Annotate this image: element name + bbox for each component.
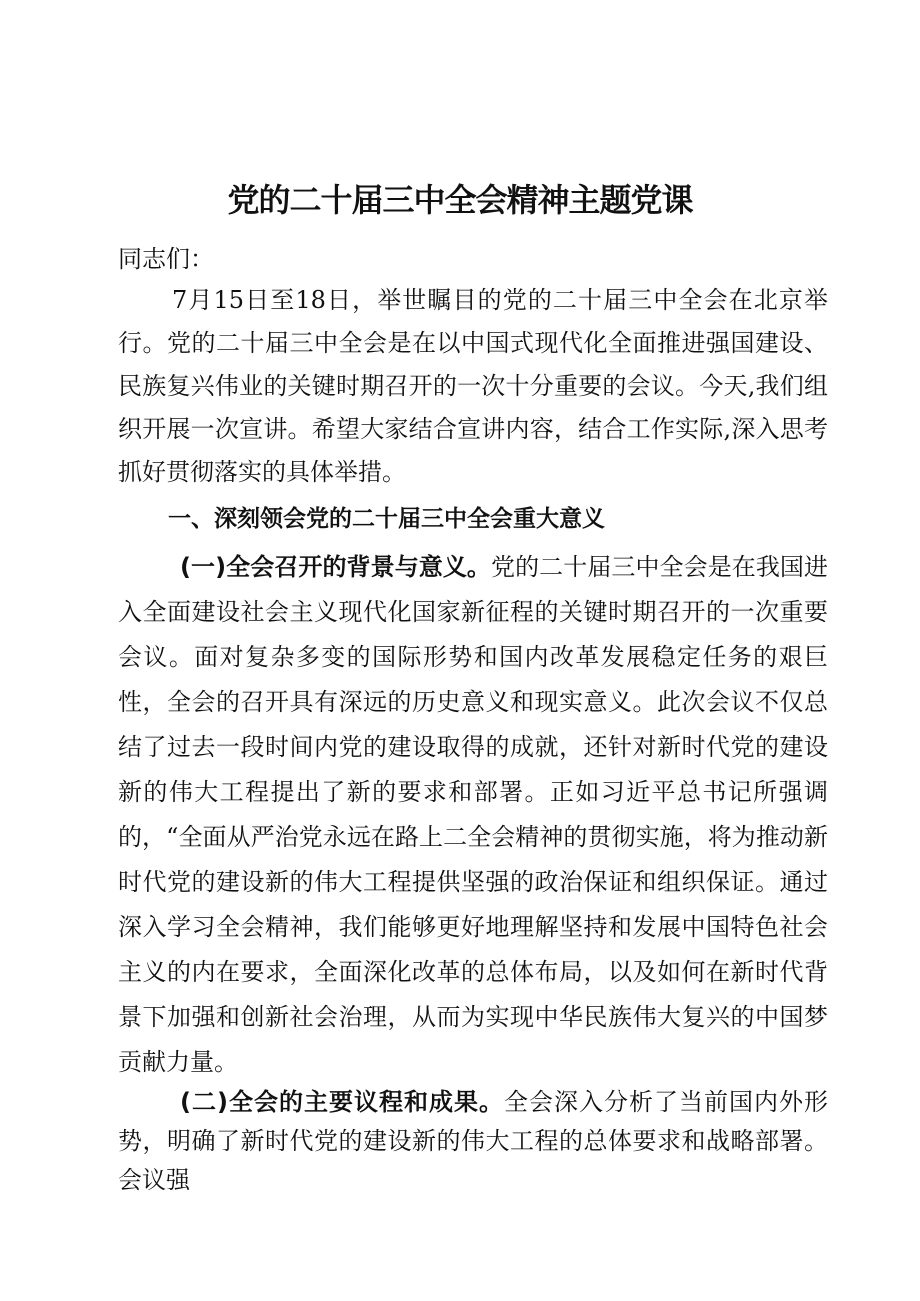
subsection-2-text: 全会深入分析了当前国内外形势，明确了新时代党的建设新的伟大工程的总体要求和战略部署。会议强 — [118, 1088, 829, 1194]
subsection-2-paragraph — [118, 1083, 828, 1200]
document-title: 党的二十届三中全会精神主题党课 — [227, 181, 693, 219]
subsection-2-heading: (二)全会的主要议程和成果。 — [180, 1088, 504, 1116]
intro-paragraph: 7月15日至18日，举世瞩目的党的二十届三中全会在北京举行。党的二十届三中全会是在以中国式现代化全面推进强国建设、民族复兴伟业的关键时期召开的一次十分重要的会议。今天,我们组织开展一次宣讲。希望大家结合宣讲内容，结合工作实际,深入思考抓好贯彻落实的具体举措。 — [118, 286, 828, 486]
subsection-1-heading: (一)全会召开的背景与意义。 — [180, 553, 492, 581]
greeting: 同志们： — [118, 245, 214, 273]
subsection-1-text: 党的二十届三中全会是在我国进入全面建设社会主义现代化国家新征程的关键时期召开的一次重要会议。面对复杂多变的国际形势和国内改革发展稳定任务的艰巨性，全会的召开具有深远的历史意义和现实意义。此次会议不仅总结了过去一段时间内党的建设取得的成就，还针对新时代党的建设新的伟大工程提出了新的要求和部署。正如习近平总书记所强调的，“全面从严治党永远在路上二全会精神的贯彻实施，将为推动新时代党的建设新的伟大工程提供坚强的政治保证和组织保证。通过深入学习全会精神，我们能够更好地理解坚持和发展中国特色社会主义的内在要求，全面深化改革的总体布局，以及如何在新时代背景下加强和创新社会治理，从而为实现中华民族伟大复兴的中国梦贡献力量。 — [118, 553, 829, 1076]
section-heading: 一、深刻领会党的二十届三中全会重大意义 — [168, 506, 605, 532]
subsection-1-paragraph — [118, 545, 828, 1085]
